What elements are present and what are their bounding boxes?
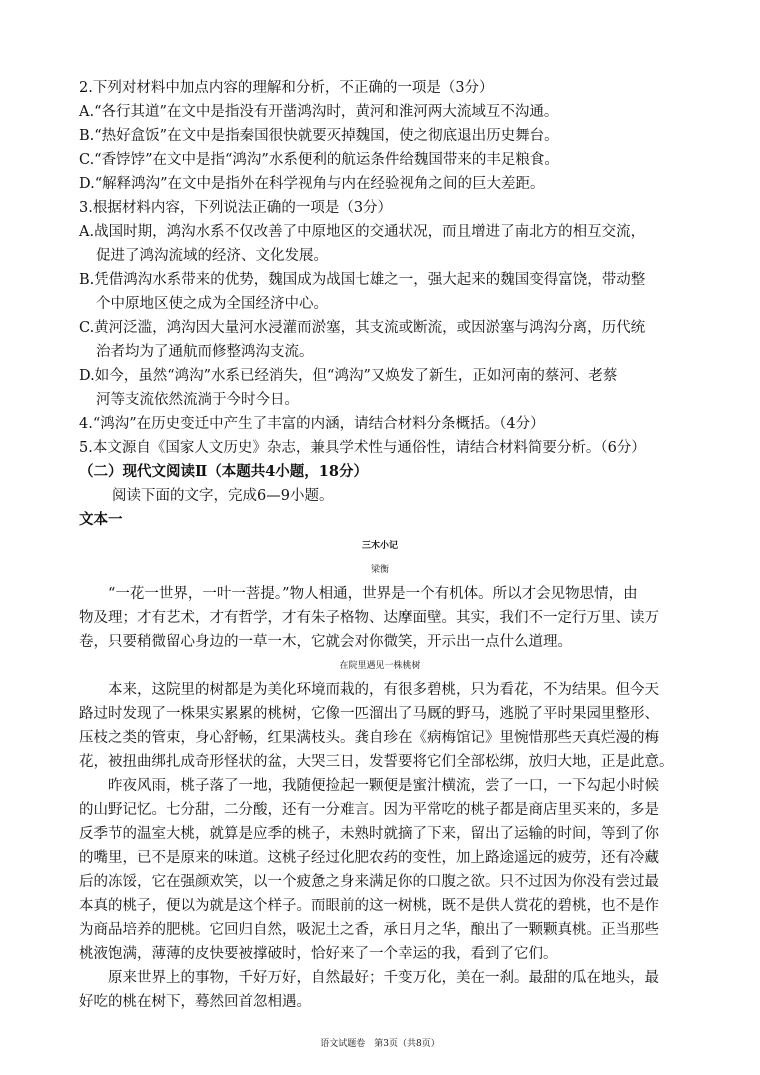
q3-option-c-line2: 治者均为了通航而修整鸿沟支流。 <box>96 344 314 360</box>
paragraph-2-line: 反季节的温室大桃，就算是应季的桃子，未熟时就摘了下来，留出了运输的时间，等到了你 <box>79 826 659 842</box>
q3-option-d-line2: 河等支流依然流淌于今时今日。 <box>96 392 299 408</box>
q2-option-a: A.“各行其道”在文中是指没有开凿鸿沟时，黄河和淮河两大流域互不沟通。 <box>79 104 559 120</box>
q3-option-a-line1: A.战国时期，鸿沟水系不仅改善了中原地区的交通状况，而且增进了南北方的相互交流， <box>79 224 646 240</box>
q3-stem: 3.根据材料内容，下列说法正确的一项是（3分） <box>79 200 393 216</box>
paragraph-3-line: 原来世界上的事物，千好万好，自然最好；千变万化，美在一刹。最甜的瓜在地头，最 <box>108 970 659 986</box>
q3-option-b-line2: 个中原地区使之成为全国经济中心。 <box>96 296 328 312</box>
paragraph-2-line: 的嘴里，已不是原来的味道。这桃子经过化肥农药的变性，加上路途遥远的疲劳，还有冷藏 <box>79 850 659 866</box>
paragraph-2-line: 桃液饱满，薄薄的皮快要被撑破时，恰好来了一个幸运的我，看到了它们。 <box>79 946 558 962</box>
paragraph-1-line: 压枝之类的管束，身心舒畅，红果满枝头。龚自珍在《病梅馆记》里惋惜那些天真烂漫的梅 <box>79 730 659 746</box>
paragraph-2-line: 为商品培养的肥桃。它回归自然，吸泥土之香，承日月之华，酿出了一颗颗真桃。正当那些 <box>79 922 659 938</box>
q2-option-c: C.“香饽饽”在文中是指“鸿沟”水系便利的航运条件给魏国带来的丰足粮食。 <box>79 152 559 168</box>
page-footer: 语文试题卷 第3页（共8页） <box>320 1039 440 1049</box>
text-label: 文本一 <box>79 511 123 528</box>
intro-line: 卷，只要稍微留心身边的一草一木，它就会对你微笑，开示出一点什么道理。 <box>79 634 572 650</box>
paragraph-2-line: 后的冻馁，它在强颜欢笑，以一个疲惫之身来满足你的口腹之欲。只不过因为你没有尝过最 <box>79 874 659 890</box>
intro-line: 物及理；才有艺术，才有哲学，才有朱子格物、达摩面壁。其实，我们不一定行万里、读万 <box>79 610 659 626</box>
q4-stem: 4.“鸿沟”在历史变迁中产生了丰富的内涵，请结合材料分条概括。（4分） <box>79 416 545 432</box>
section-instruction: 阅读下面的文字，完成6—9小题。 <box>112 488 334 504</box>
section-heading: （二）现代文阅读Ⅱ（本题共4小题，18分） <box>79 463 368 480</box>
q5-stem: 5.本文源自《国家人文历史》杂志，兼具学术性与通俗性，请结合材料简要分析。（6分） <box>79 440 646 456</box>
q2-option-b: B.“热好盒饭”在文中是指秦国很快就要灭掉魏国，使之彻底退出历史舞台。 <box>79 128 559 144</box>
essay-title: 三木小记 <box>361 541 398 551</box>
q2-option-d: D.“解释鸿沟”在文中是指外在科学视角与内在经验视角之间的巨大差距。 <box>79 176 545 192</box>
paragraph-1-line: 花，被扭曲绑扎成奇形怪状的盆，大哭三日，发誓要将它们全部松绑，放归大地，正是此意。 <box>79 754 674 770</box>
q3-option-b-line1: B.凭借鸿沟水系带来的优势，魏国成为战国七雄之一，强大起来的魏国变得富饶，带动整 <box>79 272 646 288</box>
essay-author: 梁衡 <box>370 565 389 575</box>
paragraph-2-line: 昨夜风雨，桃子落了一地，我随便捡起一颗便是蜜汁横流，尝了一口，一下勾起小时候 <box>108 778 659 794</box>
paragraph-2-line: 的山野记忆。七分甜，二分酸，还有一分难言。因为平常吃的桃子都是商店里买来的，多是 <box>79 802 659 818</box>
q3-option-d-line1: D.如今，虽然“鸿沟”水系已经消失，但“鸿沟”又焕发了新生，正如河南的蔡河、老蔡 <box>79 368 618 384</box>
q2-stem: 2.下列对材料中加点内容的理解和分析，不正确的一项是（3分） <box>79 80 494 96</box>
q3-option-c-line1: C.黄河泛滥，鸿沟因大量河水浸灌而淤塞，其支流或断流，或因淤塞与鸿沟分离，历代统 <box>79 320 646 336</box>
paragraph-1-line: 本来，这院里的树都是为美化环境而栽的，有很多碧桃，只为看花，不为结果。但今天 <box>108 682 659 698</box>
essay-subtitle: 在院里遇见一株桃树 <box>339 661 421 671</box>
q3-option-a-line2: 促进了鸿沟流域的经济、文化发展。 <box>96 248 328 264</box>
paragraph-2-line: 本真的桃子，便以为就是这个样子。而眼前的这一树桃，既不是供人赏花的碧桃，也不是作 <box>79 898 659 914</box>
intro-line: “一花一世界，一叶一菩提。”物人相通，世界是一个有机体。所以才会见物思情，由 <box>108 586 638 602</box>
paragraph-1-line: 路过时发现了一株果实累累的桃树，它像一匹溜出了马厩的野马，逃脱了平时果园里整形、 <box>79 706 659 722</box>
paragraph-3-line: 好吃的桃在树下，蓦然回首忽相遇。 <box>79 994 311 1010</box>
